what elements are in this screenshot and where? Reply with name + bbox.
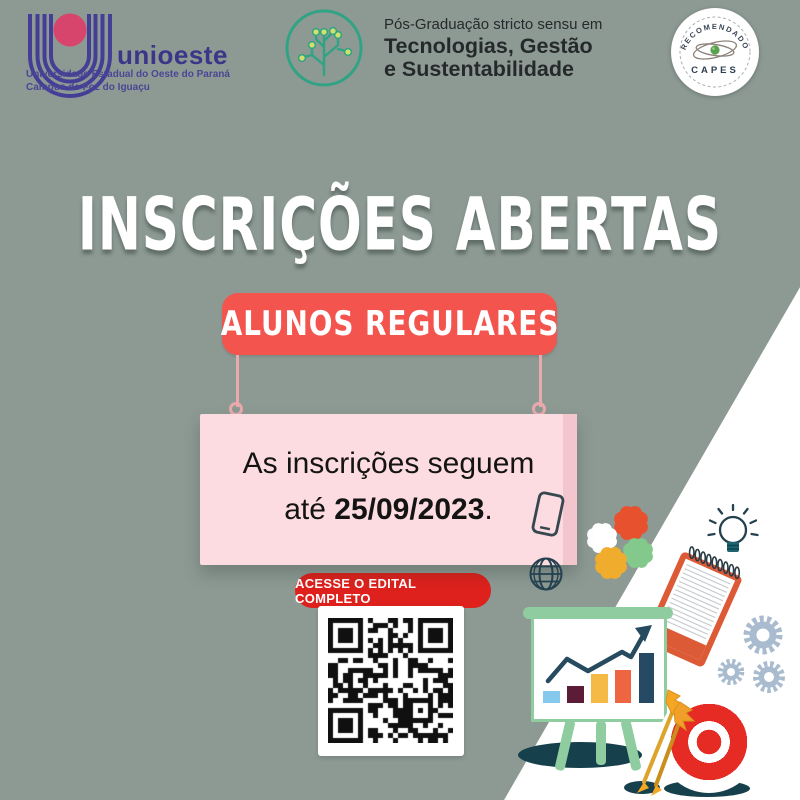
unioeste-brand: unioeste bbox=[117, 40, 228, 70]
deadline-text bbox=[200, 441, 577, 533]
program-line2: Tecnologias, Gestão bbox=[384, 34, 593, 58]
capes-orbit-seal bbox=[671, 8, 759, 96]
program-line1: Pós-Graduação stricto sensu em bbox=[384, 16, 603, 33]
circuit-tree-logo bbox=[283, 7, 365, 89]
hanging-string-right bbox=[539, 355, 542, 407]
deadline-line1: As inscrições seguem bbox=[242, 447, 535, 480]
puzzle-flowers bbox=[580, 501, 672, 593]
unioeste-line1: Universidade Estadual do Oeste do Paraná bbox=[26, 69, 230, 80]
deadline-line2: até 25/09/2023. bbox=[284, 493, 493, 526]
easel-leg-center bbox=[596, 721, 606, 765]
capes-label: CAPES bbox=[691, 65, 739, 76]
program-line3: e Sustentabilidade bbox=[384, 57, 574, 81]
page-title: INSCRIÇÕES ABERTAS bbox=[77, 182, 723, 267]
easel-shadow bbox=[518, 742, 642, 768]
hanging-string-left bbox=[236, 355, 239, 407]
unioeste-subtitle bbox=[26, 69, 276, 94]
easel-top-bar bbox=[523, 607, 673, 619]
deadline-card bbox=[200, 414, 577, 565]
qr-code bbox=[318, 606, 464, 756]
capes-arc-text: RECOMENDADO bbox=[678, 21, 752, 52]
golden-arrows bbox=[628, 688, 700, 796]
unioeste-line2: Campus de Foz do Iguaçu bbox=[26, 81, 150, 93]
program-title-block bbox=[384, 16, 602, 81]
globe-icon bbox=[526, 554, 566, 594]
banner-alunos-regulares: ALUNOS REGULARES bbox=[222, 293, 557, 355]
edital-cta-button[interactable]: ACESSE O EDITAL COMPLETO bbox=[295, 573, 491, 608]
gears bbox=[710, 605, 795, 700]
deadline-date: 25/09/2023 bbox=[334, 493, 485, 526]
